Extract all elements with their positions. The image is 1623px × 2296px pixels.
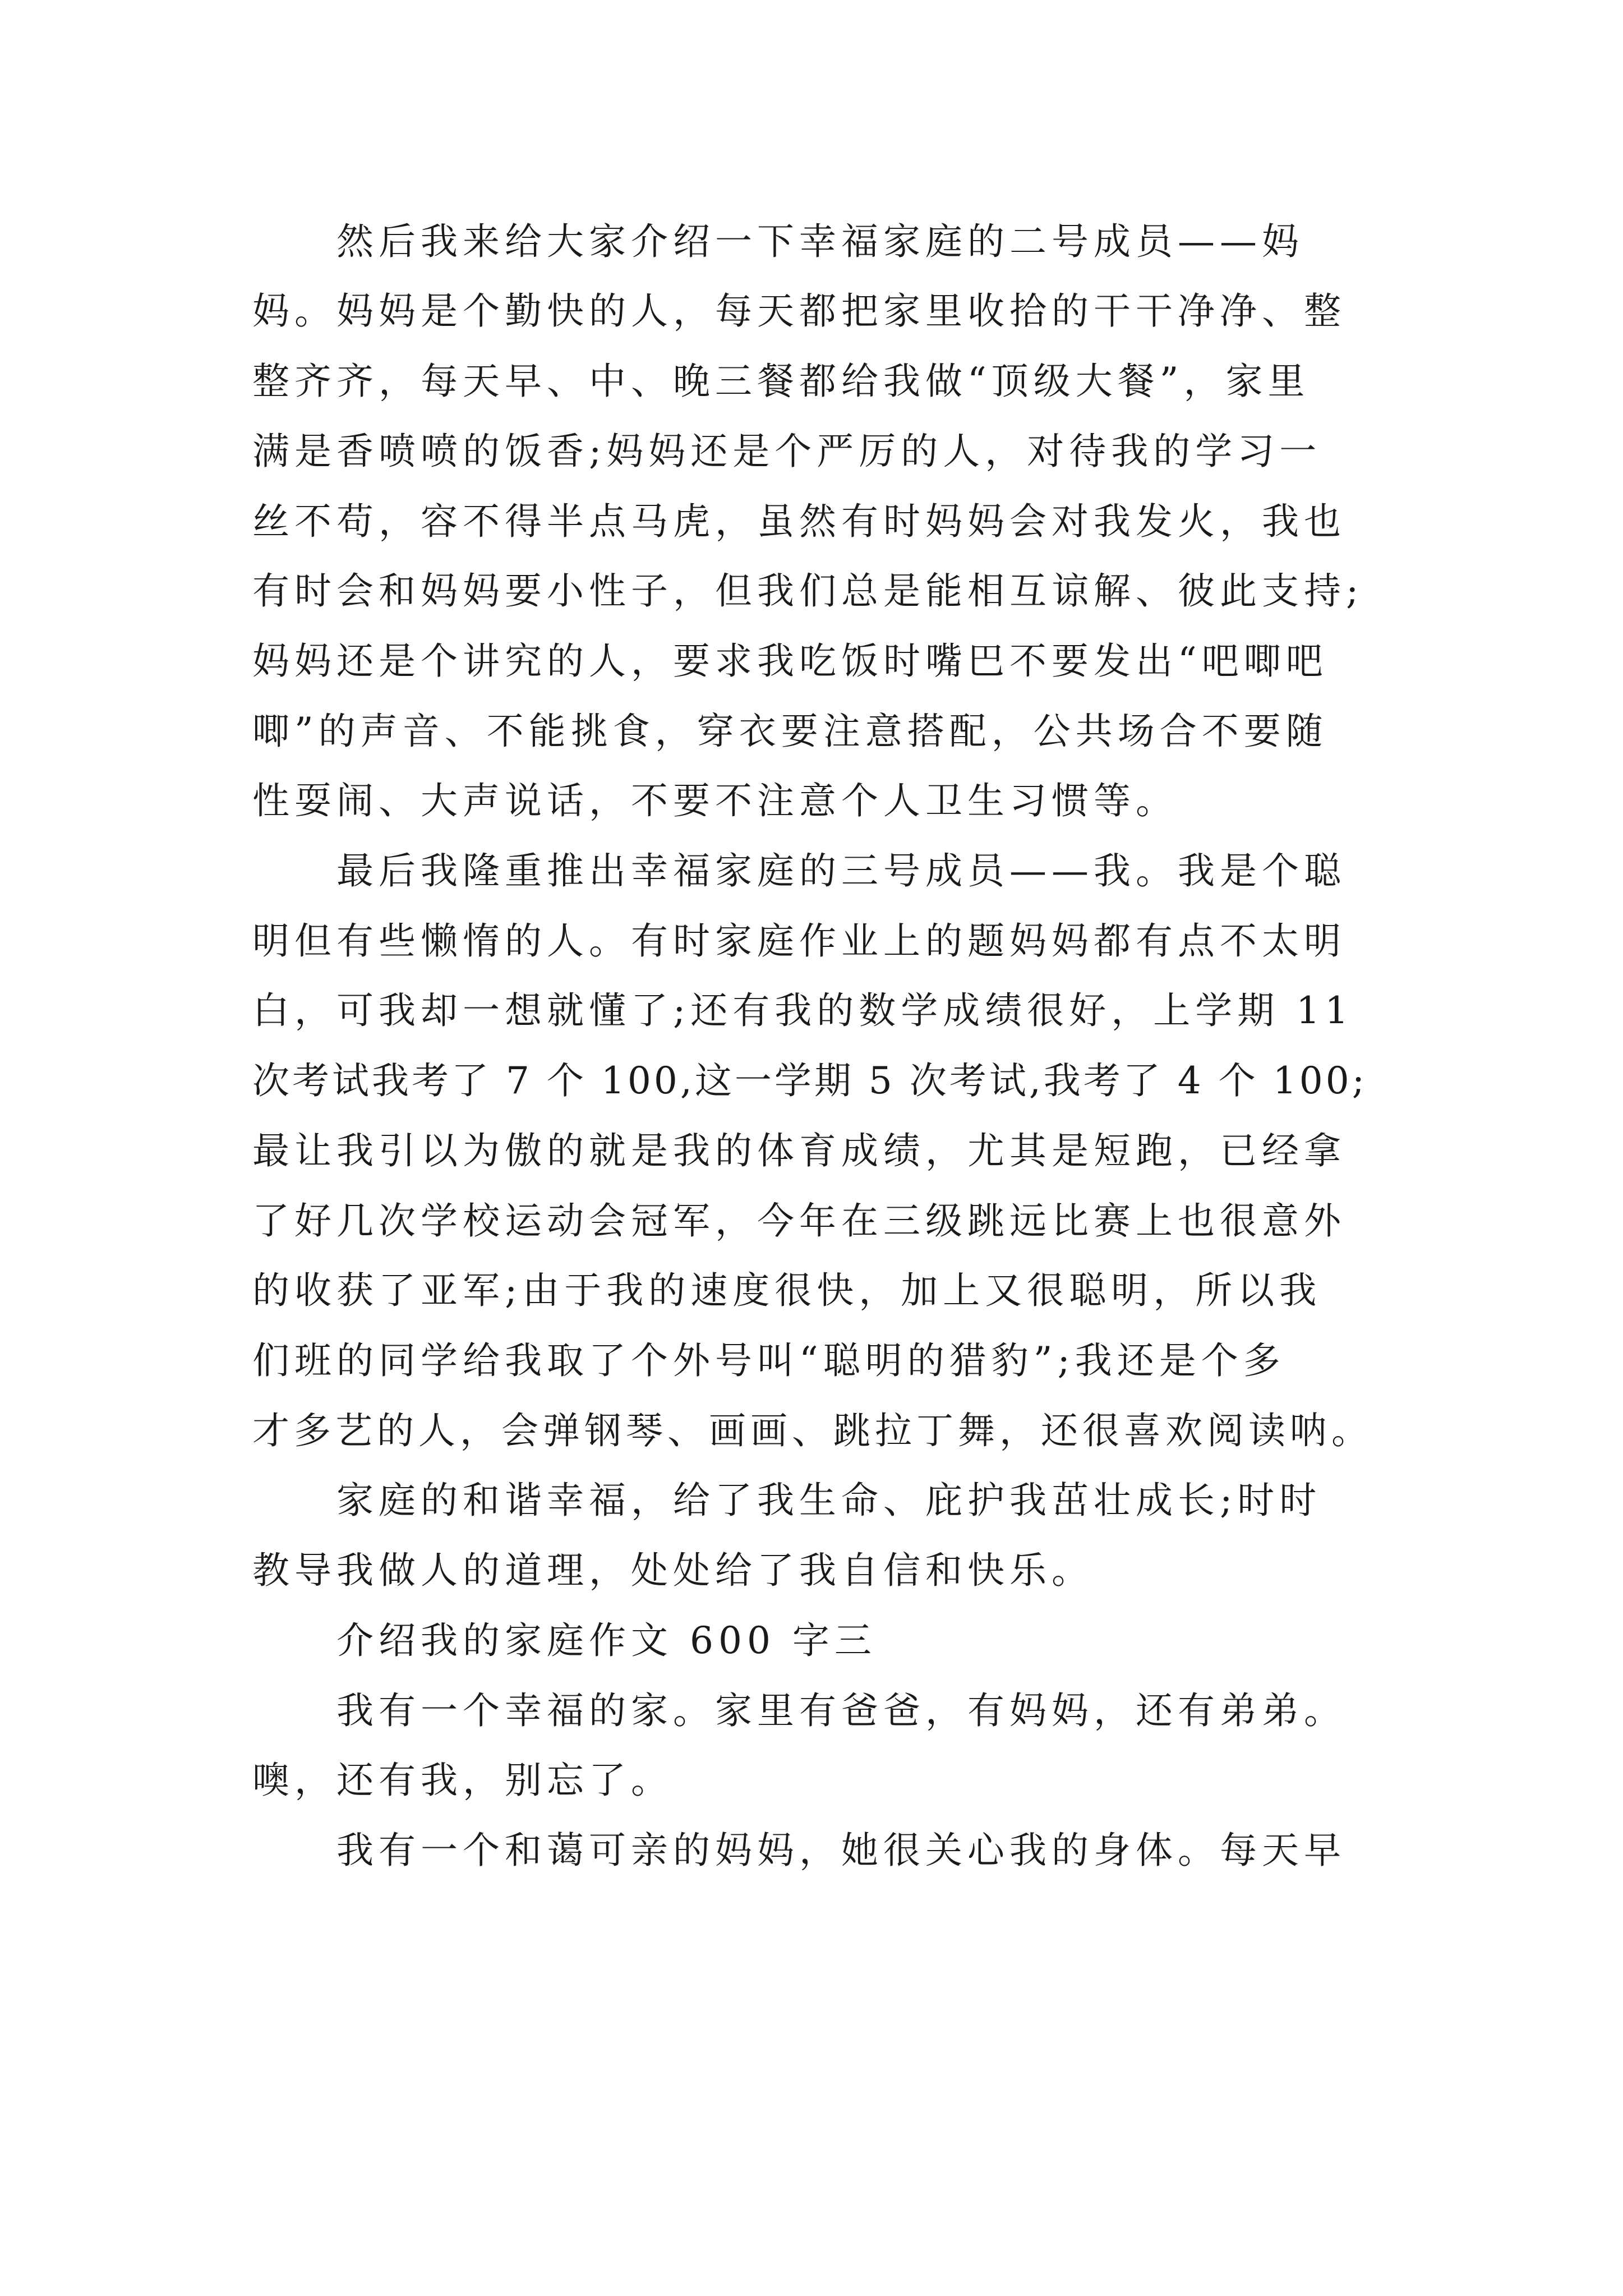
text-line: 白，可我却一想就懂了;还有我的数学成绩很好，上学期 11 [252, 989, 1354, 1032]
text-line: 明但有些懒惰的人。有时家庭作业上的题妈妈都有点不太明 [252, 919, 1346, 963]
text-line: 整齐齐，每天早、中、晚三餐都给我做“顶级大餐”，家里 [252, 360, 1310, 403]
text-line: 丝不苟，容不得半点马虎，虽然有时妈妈会对我发火，我也 [252, 500, 1346, 543]
text-line: 的收获了亚军;由于我的速度很快，加上又很聪明，所以我 [252, 1269, 1322, 1312]
text-line: 们班的同学给我取了个外号叫“聪明的猎豹”;我还是个多 [252, 1339, 1285, 1382]
text-line: 唧”的声音、不能挑食，穿衣要注意搭配，公共场合不要随 [252, 710, 1328, 753]
text-line: 才多艺的人，会弹钢琴、画画、跳拉丁舞，还很喜欢阅读呐。 [252, 1409, 1373, 1452]
text-line: 了好几次学校运动会冠军，今年在三级跳远比赛上也很意外 [252, 1199, 1346, 1243]
text-line: 家庭的和谐幸福，给了我生命、庇护我茁壮成长;时时 [336, 1479, 1322, 1522]
text-line: 我有一个和蔼可亲的妈妈，她很关心我的身体。每天早 [336, 1829, 1346, 1872]
text-line: 妈妈还是个讲究的人，要求我吃饭时嘴巴不要发出“吧唧吧 [252, 639, 1328, 683]
text-line: 次考试我考了 7 个 100,这一学期 5 次考试,我考了 4 个 100; [252, 1059, 1367, 1102]
text-line: 满是香喷喷的饭香;妈妈还是个严厉的人，对待我的学习一 [252, 430, 1322, 473]
text-line: 有时会和妈妈要小性子，但我们总是能相互谅解、彼此支持; [252, 569, 1364, 613]
text-line: 教导我做人的道理，处处给了我自信和快乐。 [252, 1549, 1094, 1592]
text-line: 然后我来给大家介绍一下幸福家庭的二号成员——妈 [336, 220, 1304, 263]
text-line: 噢，还有我，别忘了。 [252, 1759, 673, 1802]
text-line: 我有一个幸福的家。家里有爸爸，有妈妈，还有弟弟。 [336, 1689, 1346, 1732]
section-heading: 介绍我的家庭作文 600 字三 [336, 1619, 877, 1662]
text-line: 妈。妈妈是个勤快的人，每天都把家里收拾的干干净净、整 [252, 289, 1346, 333]
text-line: 最让我引以为傲的就是我的体育成绩，尤其是短跑，已经拿 [252, 1129, 1346, 1172]
text-line: 性耍闹、大声说话，不要不注意个人卫生习惯等。 [252, 779, 1178, 822]
text-line: 最后我隆重推出幸福家庭的三号成员——我。我是个聪 [336, 849, 1346, 892]
